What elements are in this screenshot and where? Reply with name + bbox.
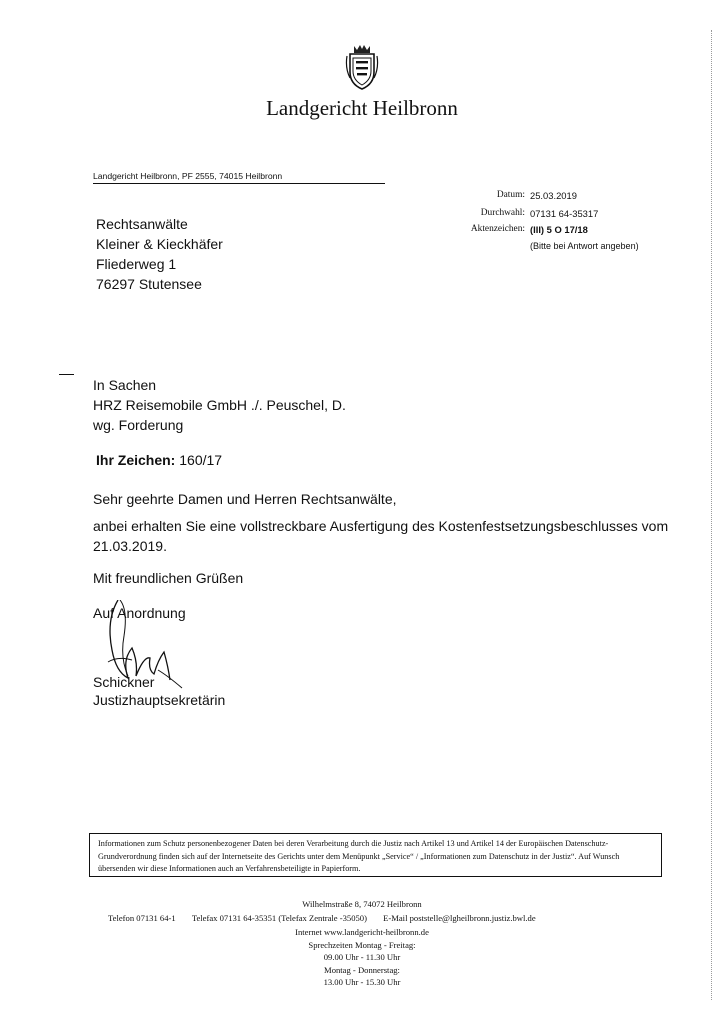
court-name: Landgericht Heilbronn bbox=[266, 96, 458, 120]
signer-title: Justizhauptsekretärin bbox=[93, 692, 226, 708]
footer-hours: 09.00 Uhr - 11.30 Uhr bbox=[323, 952, 401, 962]
footer-details bbox=[0, 926, 724, 989]
coat-of-arms-icon bbox=[345, 44, 379, 90]
file-number-value: (III) 5 O 17/18 bbox=[530, 224, 588, 235]
body-line: anbei erhalten Sie eine vollstreckbare Ausfertigung des Kostenfestsetzungsbeschlusses vom bbox=[93, 518, 669, 534]
case-block bbox=[93, 375, 346, 435]
by-order: Auf Anordnung bbox=[93, 605, 186, 621]
footer-internet: Internet www.landgericht-heilbronn.de bbox=[295, 927, 429, 937]
letter-body bbox=[93, 516, 693, 556]
file-number-label: Aktenzeichen: bbox=[470, 224, 525, 234]
signer-name: Schickner bbox=[93, 674, 155, 690]
body-line: 21.03.2019. bbox=[93, 538, 167, 554]
recipient-address bbox=[96, 214, 223, 294]
footer-hours-label: Montag - Donnerstag: bbox=[324, 964, 400, 975]
privacy-notice: Informationen zum Schutz personenbezogener Daten bei deren Verarbeitung durch die Justiz nach Artikel 13 und Artikel 14 der Europäischen Datenschutz-Grundverordnung finden sich auf der Internetseite des Gerichts unter dem Menüpunkt „Service“ / „Informationen zum Datenschutz in der Justiz“. Auf Wunsch übersenden wir diese Informationen auch an Verfahrensbeteiligte in Papierform. bbox=[89, 833, 662, 877]
sender-return-address: Landgericht Heilbronn, PF 2555, 74015 Heilbronn bbox=[93, 171, 283, 181]
footer-address: Wilhelmstraße 8, 74072 Heilbronn bbox=[302, 899, 422, 909]
footer-email: E-Mail poststelle@lgheilbronn.justiz.bwl.de bbox=[383, 913, 536, 923]
date-label: Datum: bbox=[496, 190, 525, 200]
your-reference-label: Ihr Zeichen: bbox=[96, 452, 176, 468]
recipient-line: 76297 Stutensee bbox=[96, 276, 202, 292]
footer-phone: Telefon 07131 64-1 bbox=[108, 913, 176, 923]
file-number-note: (Bitte bei Antwort angeben) bbox=[530, 241, 639, 251]
scan-edge bbox=[711, 30, 713, 1000]
recipient-line: Kleiner & Kieckhäfer bbox=[96, 236, 223, 252]
footer-contact-row bbox=[108, 913, 550, 923]
date-value: 25.03.2019 bbox=[530, 190, 577, 201]
closing: Mit freundlichen Grüßen bbox=[93, 570, 244, 586]
sender-divider bbox=[93, 183, 385, 184]
salutation: Sehr geehrte Damen und Herren Rechtsanwälte, bbox=[93, 491, 397, 507]
footer-fax: Telefax 07131 64-35351 (Telefax Zentrale -35050) bbox=[191, 913, 367, 923]
case-line: In Sachen bbox=[93, 377, 157, 393]
recipient-line: Fliederweg 1 bbox=[96, 256, 177, 272]
direct-dial-value: 07131 64-35317 bbox=[530, 208, 599, 219]
footer-hours: 13.00 Uhr - 15.30 Uhr bbox=[323, 977, 401, 987]
your-reference bbox=[96, 452, 222, 468]
your-reference-value: 160/17 bbox=[179, 452, 223, 468]
signer-block bbox=[93, 673, 225, 709]
fold-mark bbox=[59, 374, 74, 375]
recipient-line: Rechtsanwälte bbox=[96, 216, 188, 232]
case-line: HRZ Reisemobile GmbH ./. Peuschel, D. bbox=[93, 397, 346, 413]
direct-dial-label: Durchwahl: bbox=[480, 208, 525, 218]
footer-hours-label: Sprechzeiten Montag - Freitag: bbox=[308, 939, 416, 950]
case-line: wg. Forderung bbox=[93, 417, 184, 433]
